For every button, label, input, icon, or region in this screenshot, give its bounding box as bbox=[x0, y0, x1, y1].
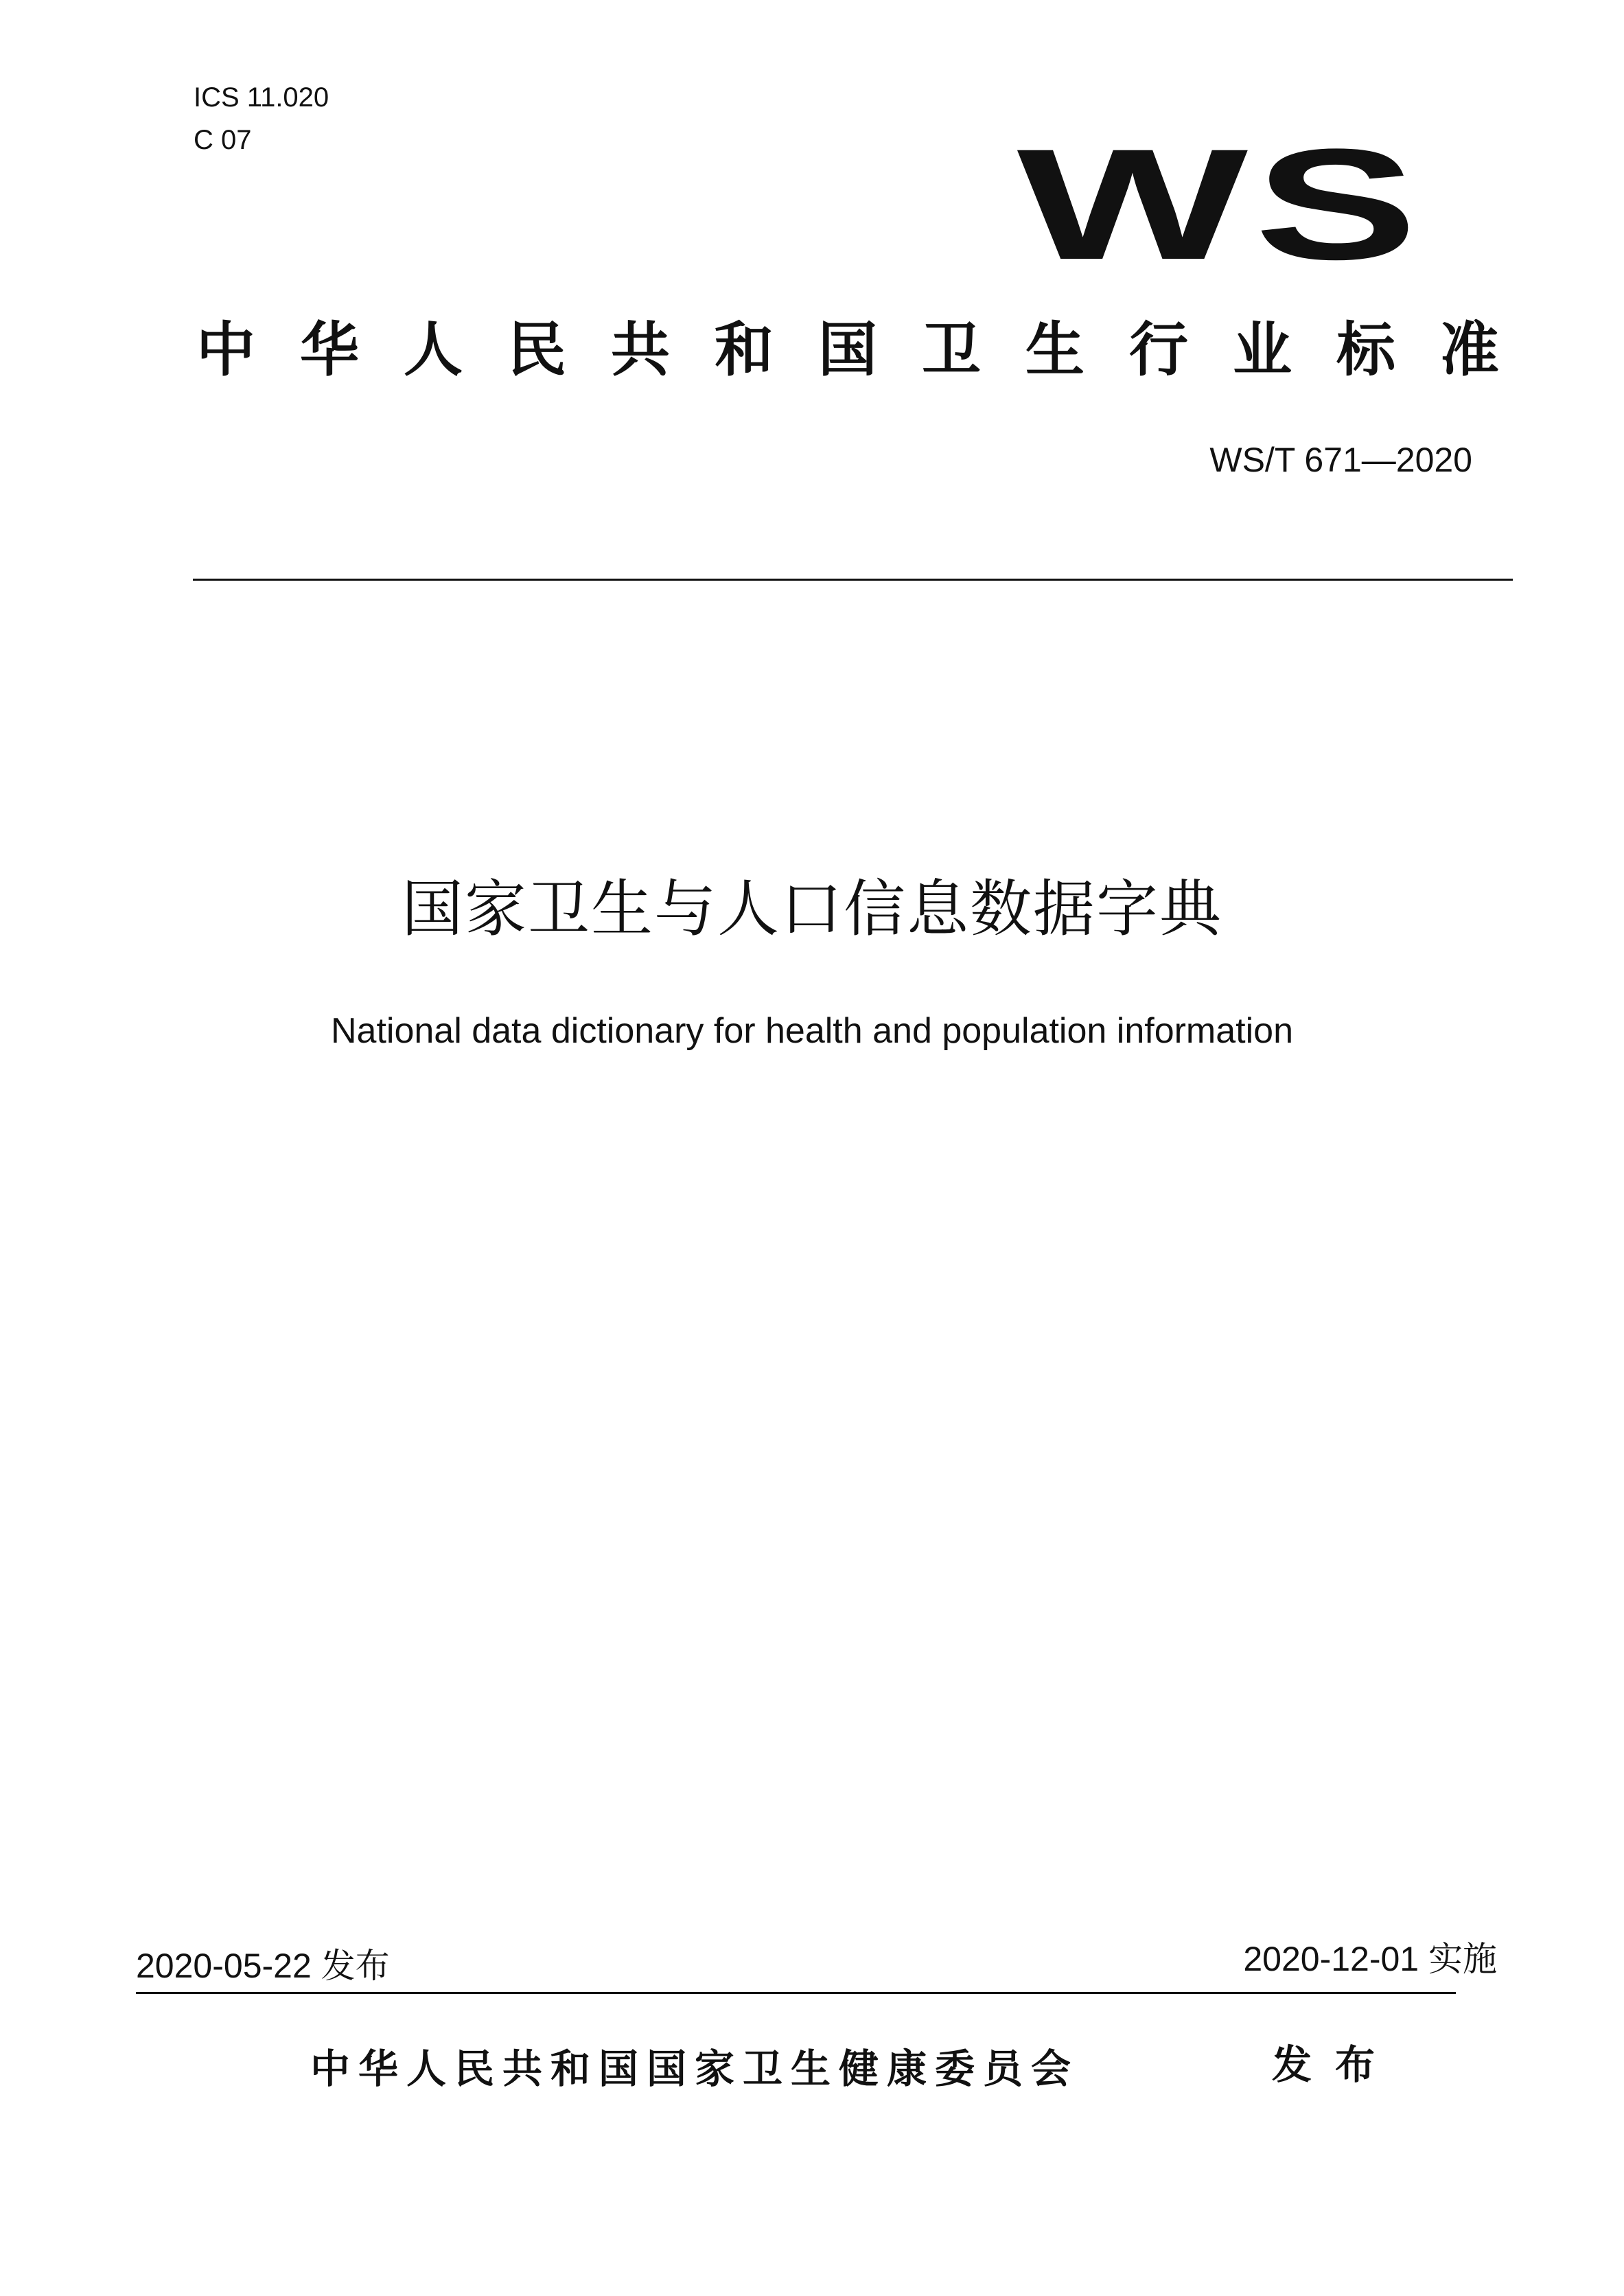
publish-label: 发布 bbox=[1272, 2041, 1399, 2088]
ws-logo: WS bbox=[1017, 116, 1424, 292]
document-title-chinese: 国家卫生与人口信息数据字典 bbox=[402, 873, 1222, 945]
bottom-divider bbox=[136, 1992, 1456, 1994]
implementation-date: 2020-12-01 实施 bbox=[1243, 1940, 1497, 1978]
issue-date: 2020-05-22 发布 bbox=[136, 1947, 390, 1985]
ics-code: ICS 11.020 bbox=[194, 82, 329, 113]
document-title-english: National data dictionary for health and population information bbox=[330, 1011, 1294, 1051]
top-divider bbox=[193, 579, 1513, 581]
standard-category-title: 中华人民共和国卫生行业标准 bbox=[196, 316, 1544, 384]
ccs-code: C 07 bbox=[194, 125, 252, 155]
publisher-name: 中华人民共和国国家卫生健康委员会 bbox=[310, 2045, 1080, 2092]
standard-code: WS/T 671—2020 bbox=[1209, 441, 1472, 479]
